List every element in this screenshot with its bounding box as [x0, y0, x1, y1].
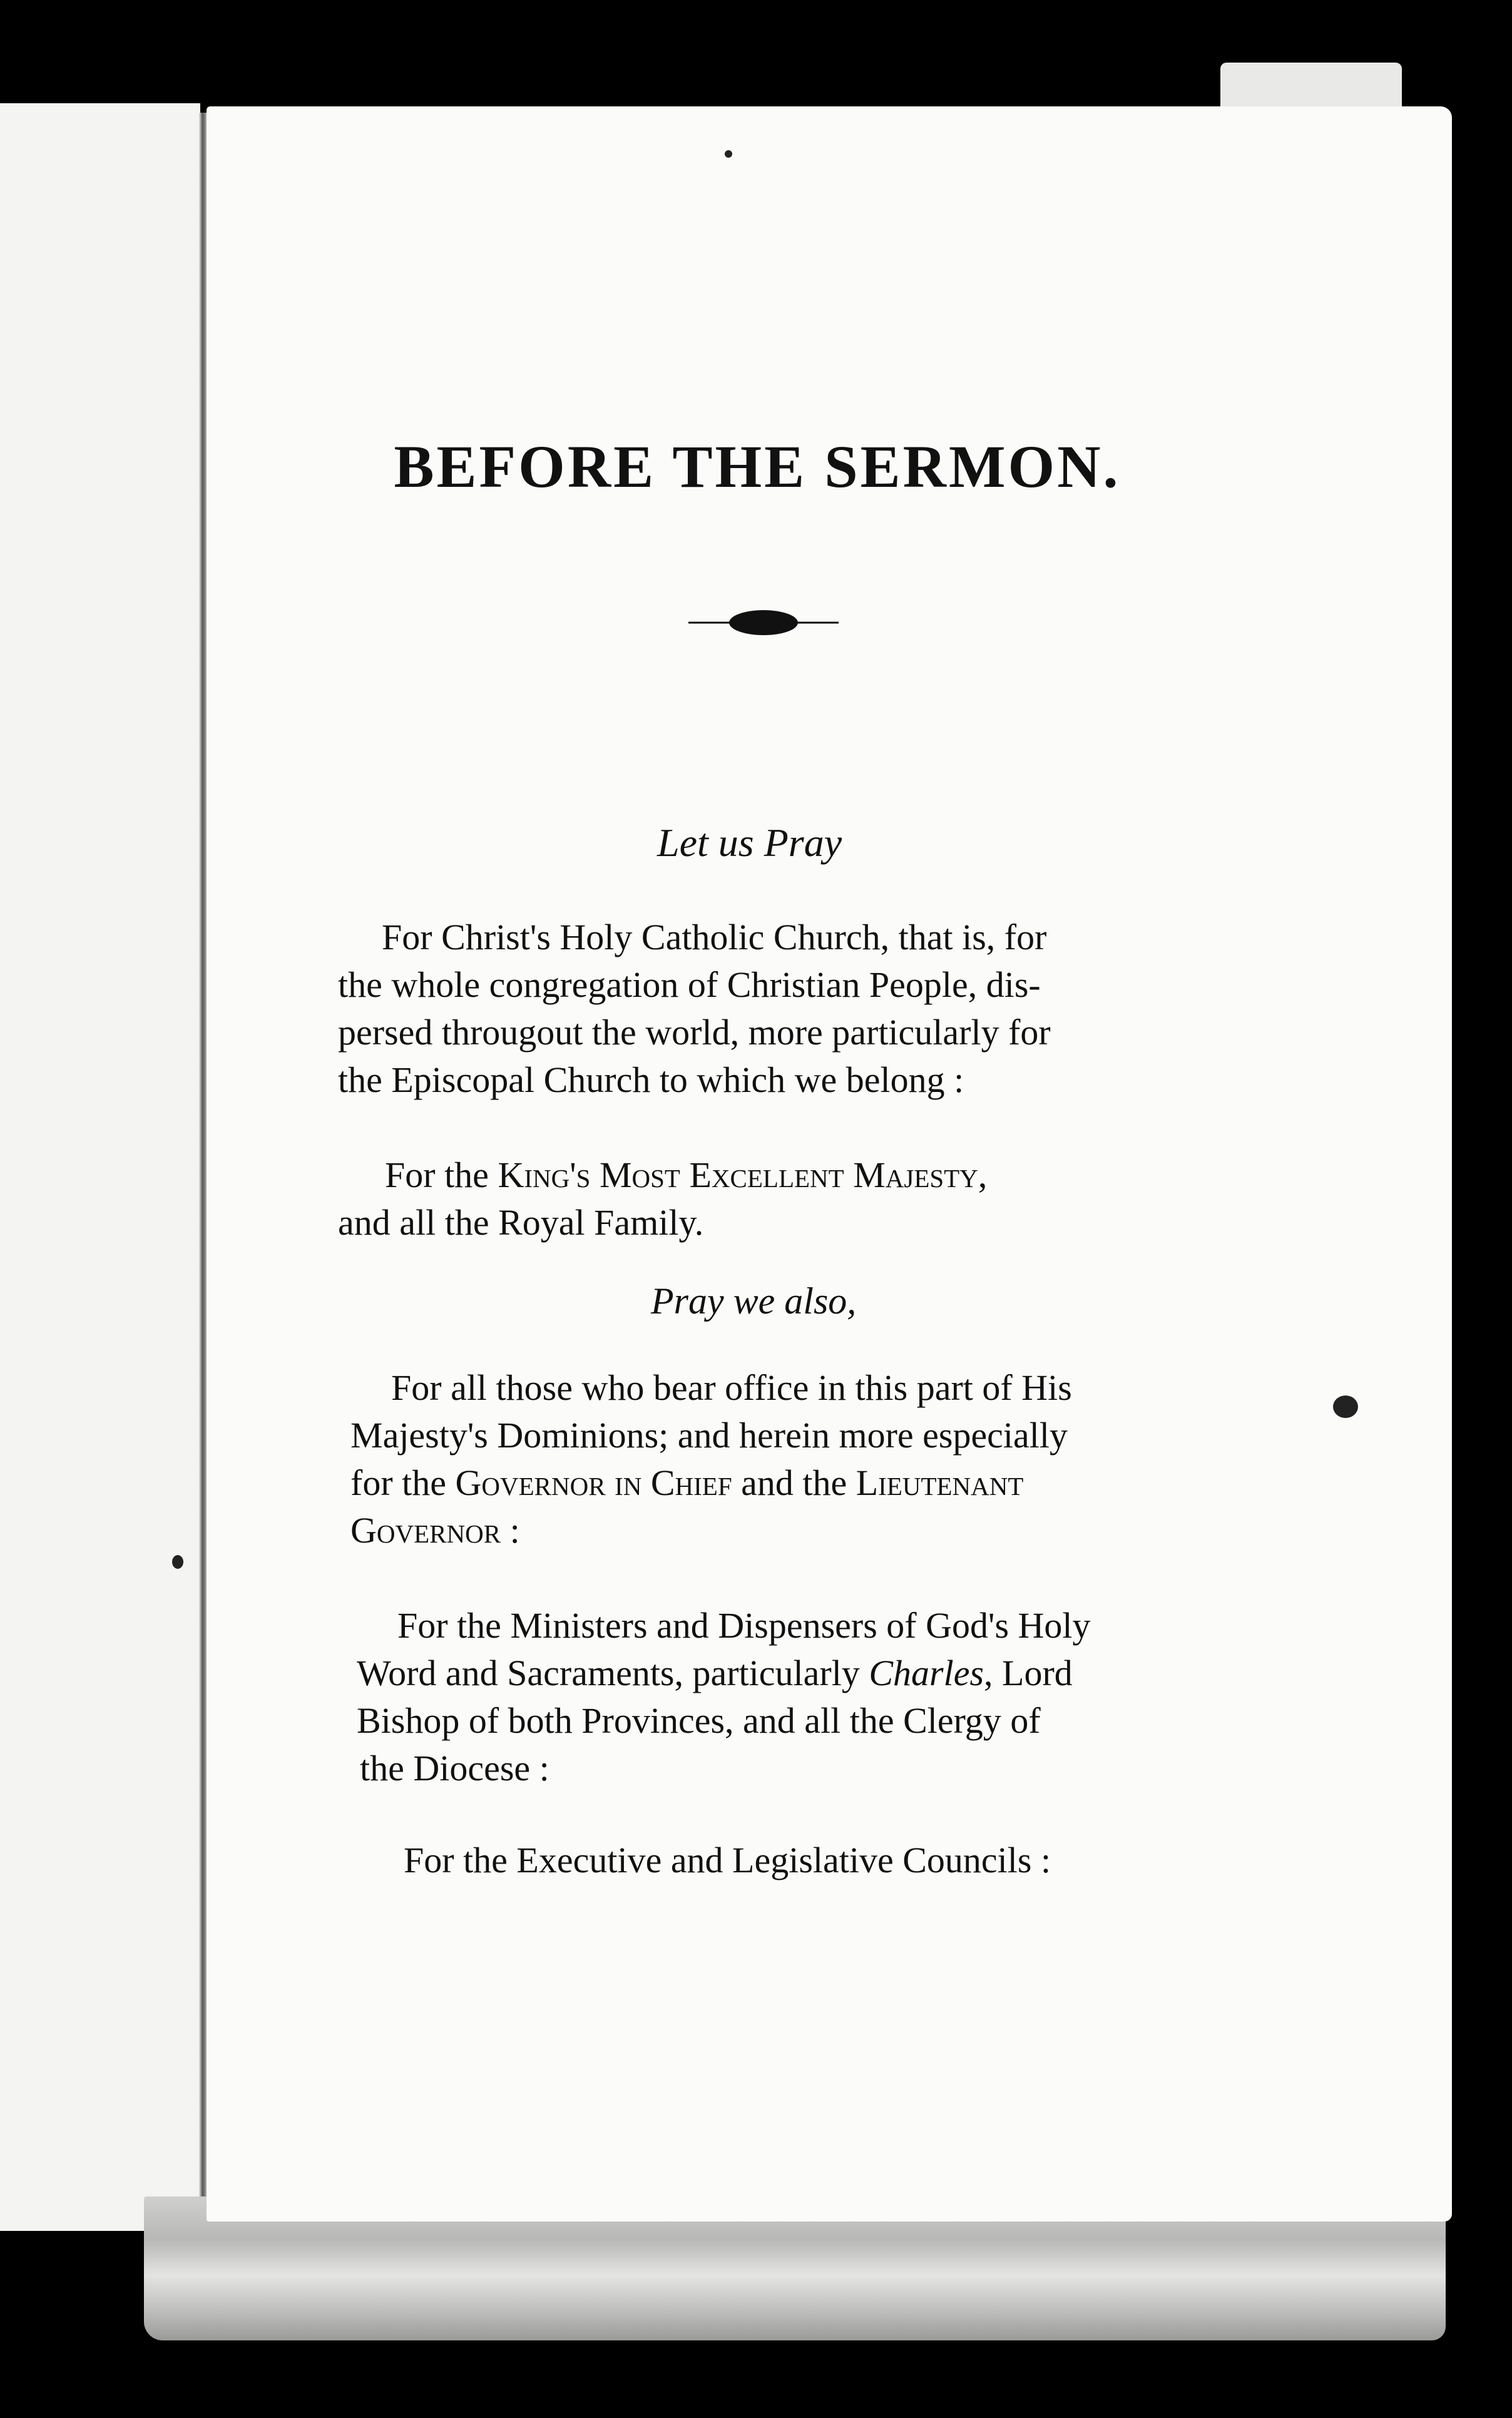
office-line-3 — [350, 1459, 1023, 1507]
king-title: King's Most Excellent Majesty, — [498, 1155, 988, 1195]
king-line-2: and all the Royal Family. — [338, 1202, 704, 1243]
office-line-3-mid: and the — [732, 1462, 856, 1503]
charles-name: Charles — [869, 1653, 984, 1693]
office-line-4-suffix: : — [501, 1510, 520, 1551]
pray-we-also-heading: Pray we also, — [651, 1280, 857, 1322]
ministers-line-1: For the Ministers and Dispensers of God's Holy — [397, 1605, 1091, 1646]
ministers-line-2-suffix: , Lord — [984, 1653, 1073, 1693]
ministers-line-4: the Diocese : — [360, 1748, 549, 1788]
ink-spot — [1333, 1395, 1358, 1418]
governor: Governor — [350, 1510, 501, 1551]
ministers-line-2 — [357, 1650, 1073, 1697]
office-line-1: For all those who bear office in this part of His — [391, 1367, 1072, 1408]
governor-in-chief: Governor in Chief — [455, 1462, 732, 1503]
torn-page-corner — [1220, 63, 1402, 113]
office-line-4 — [350, 1507, 520, 1554]
king-line-1-prefix: For the — [385, 1155, 498, 1195]
ministers-line-3: Bishop of both Provinces, and all the Clergy of — [357, 1700, 1041, 1741]
let-us-pray-heading: Let us Pray — [657, 820, 842, 865]
church-line-1: For Christ's Holy Catholic Church, that is, for — [382, 917, 1047, 957]
church-line-2: the whole congregation of Christian People, dis- — [338, 964, 1041, 1005]
office-line-3-prefix: for the — [350, 1462, 456, 1503]
king-line-1 — [385, 1151, 987, 1199]
church-line-4: the Episcopal Church to which we belong : — [338, 1059, 964, 1100]
ink-spot — [725, 150, 732, 158]
church-line-3: persed througout the world, more particularly for — [338, 1012, 1051, 1053]
lieutenant: Lieutenant — [856, 1462, 1024, 1503]
page-title: BEFORE THE SERMON. — [394, 433, 1121, 500]
ornament-divider-icon — [688, 607, 839, 638]
ministers-line-2-prefix: Word and Sacraments, particularly — [357, 1653, 869, 1693]
councils-line: For the Executive and Legislative Councils : — [404, 1840, 1051, 1880]
ink-spot — [172, 1555, 183, 1569]
facing-page — [0, 103, 200, 2231]
office-line-2: Majesty's Dominions; and herein more especially — [350, 1415, 1068, 1456]
